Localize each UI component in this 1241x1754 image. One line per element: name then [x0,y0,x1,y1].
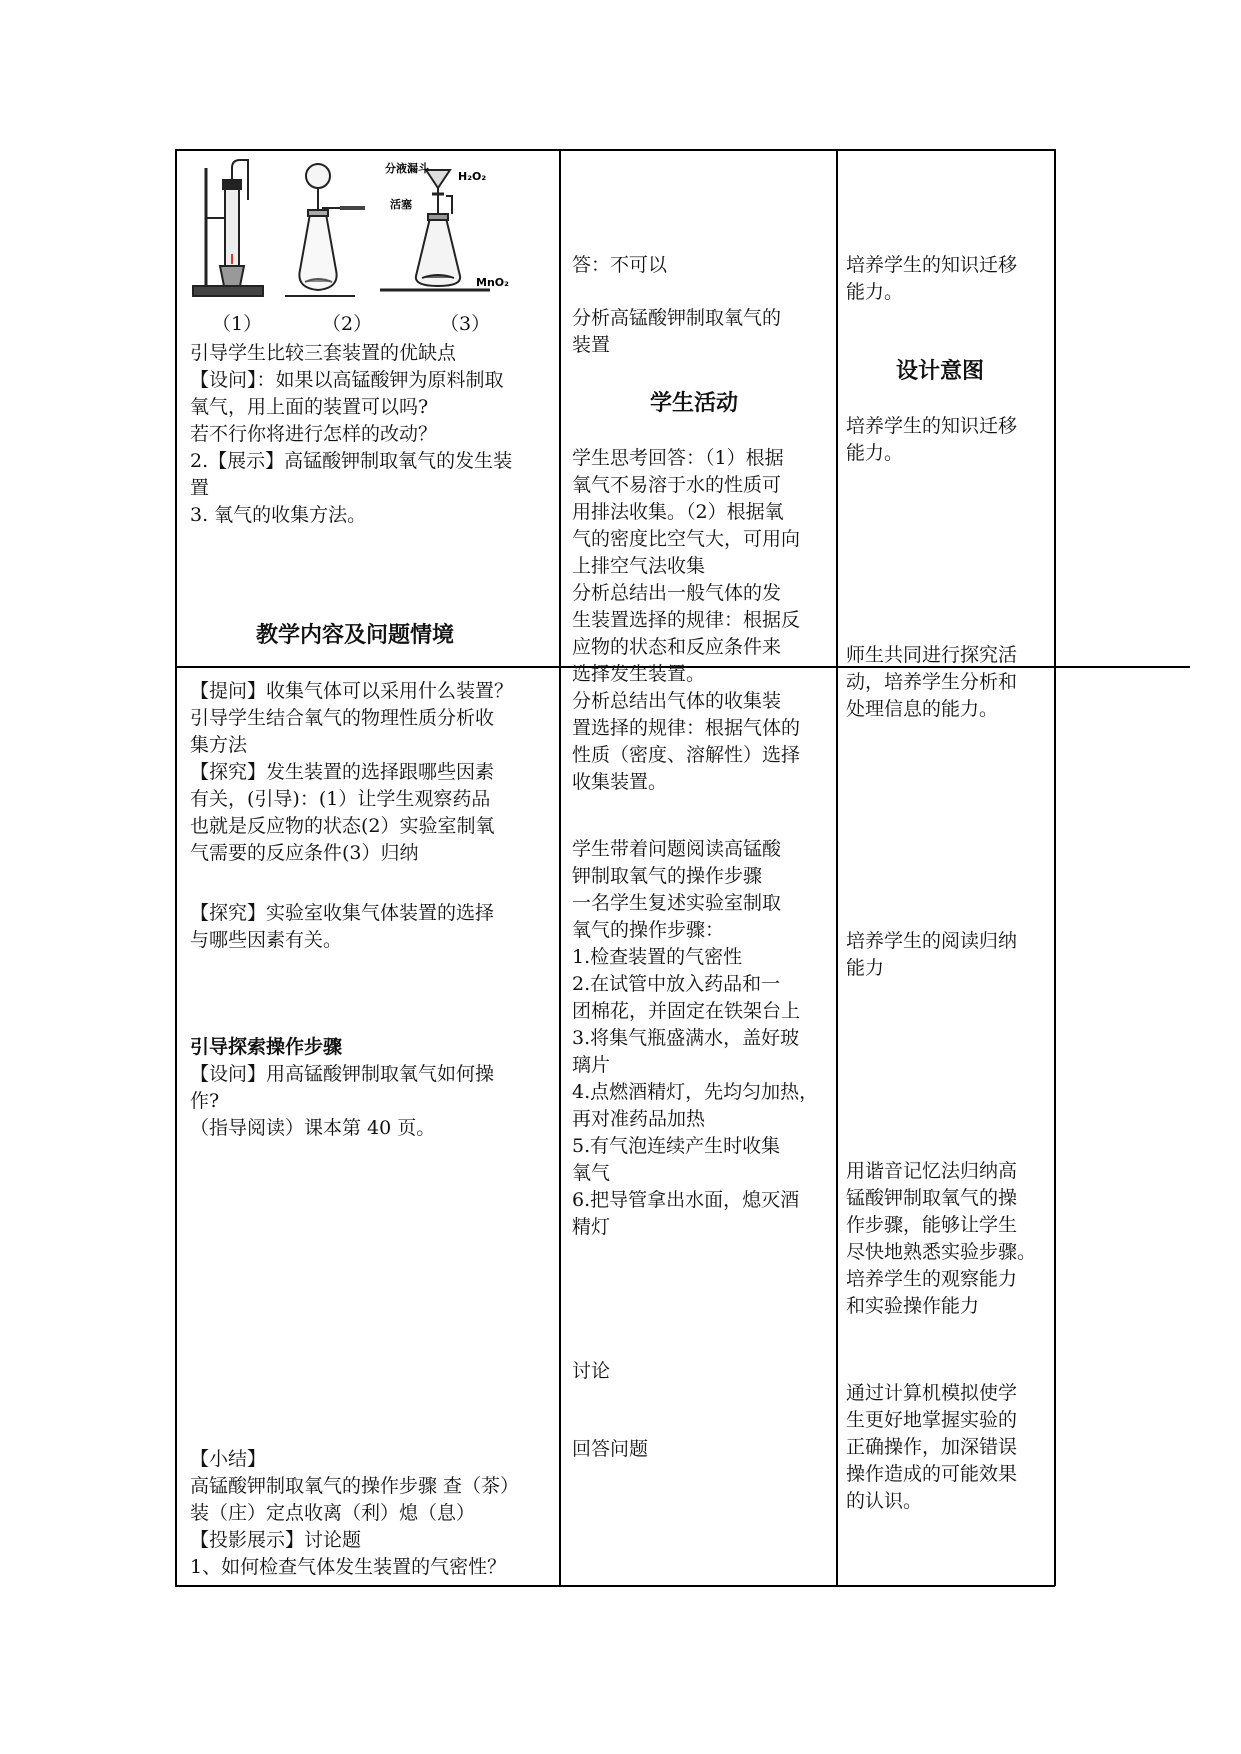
text-line: 气的密度比空气大，可用向 [572,528,801,550]
text-line: 置选择的规律：根据气体的 [572,717,801,739]
text-line: 2.【展示】高锰酸钾制取氧气的发生装 [190,450,513,472]
text-line: 高锰酸钾制取氧气的操作步骤 查（茶） [190,1475,520,1497]
apparatus-3-separatory-funnel [380,170,490,290]
table-right-border [1054,149,1056,1586]
label-h2o2: H₂O₂ [458,170,487,183]
text-line: 【设问】用高锰酸钾制取氧气如何操 [190,1063,495,1085]
apparatus-figure [190,158,535,308]
text-line: 处理信息的能力。 [846,698,999,720]
text-line: 正确操作，加深错误 [846,1436,1018,1458]
text-line: 也就是反应物的状态(2）实验室制氧 [190,815,495,837]
text-line: 集方法 [190,734,248,756]
text-line: 能力。 [846,442,904,464]
col3-block-1 [846,252,1017,306]
text-line: 生更好地掌握实验的 [846,1409,1018,1431]
text-line: 尽快地熟悉实验步骤。 [846,1241,1037,1263]
text-line: 用谐音记忆法归纳高 [846,1160,1018,1182]
col1-guide-title: 引导探索操作步骤 [190,1036,343,1058]
text-line: 学生带着问题阅读高锰酸 [572,838,782,860]
col2-analyze [572,305,781,359]
col1-block-explore [190,900,494,954]
col3-block-3 [846,642,1017,723]
text-line: 和实验操作能力 [846,1295,980,1317]
text-line: 培养学生的知识迁移 [846,254,1018,276]
figure-label-3: （3） [440,313,491,335]
text-line: 培养学生的观察能力 [846,1268,1018,1290]
text-line: 再对准药品加热 [572,1108,706,1130]
text-line: 【设问】：如果以高锰酸钾为原料制取 [190,369,504,391]
text-line: 3.将集气瓶盛满水，盖好玻 [572,1027,800,1049]
text-line: 上排空气法收集 [572,555,706,577]
text-line: 能力 [846,957,885,979]
text-line: 应物的状态和反应条件来 [572,636,782,658]
text-line: 2.在试管中放入药品和一 [572,973,781,995]
text-line: 1.检查装置的气密性 [572,946,743,968]
col1-block-question [190,678,513,867]
text-line: （指导阅读）课本第 40 页。 [190,1117,436,1139]
apparatus-2-flask [285,164,365,296]
text-line: 【提问】收集气体可以采用什么装置？ [190,680,514,702]
text-line: 氧气，用上面的装置可以吗? [190,396,429,418]
heading-teaching-content: 教学内容及问题情境 [256,623,455,648]
text-line: 作步骤，能够让学生 [846,1214,1018,1236]
text-line: 学生思考回答：（1）根据 [572,447,784,469]
text-line: 精灯 [572,1216,611,1238]
text-line: 锰酸钾制取氧气的操 [846,1187,1018,1209]
col3-block-2 [846,413,1017,467]
text-line: 引导学生比较三套装置的优缺点 [190,342,457,364]
text-line: 【探究】实验室收集气体装置的选择 [190,902,495,924]
heading-student-activity: 学生活动 [650,391,739,416]
figure-label-1: （1） [212,313,263,335]
text-line: 分析总结出一般气体的发 [572,582,782,604]
label-valve: 活塞 [390,198,412,211]
text-line: 3. 氧气的收集方法。 [190,504,367,526]
text-line: 培养学生的知识迁移 [846,415,1018,437]
col3-block-4 [846,928,1017,982]
col3-block-6 [846,1380,1017,1515]
text-line: 操作造成的可能效果 [846,1463,1018,1485]
text-line: 培养学生的阅读归纳 [846,930,1018,952]
col3-block-5 [846,1158,1036,1320]
col2-answer: 答：不可以 [572,254,668,276]
figure-label-2: （2） [322,313,373,335]
text-line: 1、如何检查气体发生装置的气密性？ [190,1556,507,1578]
text-line: 5.有气泡连续产生时收集 [572,1135,781,1157]
text-line: 用排法收集。（2）根据氧 [572,501,784,523]
text-line: 师生共同进行探究活 [846,644,1018,666]
text-line: 【小结】 [190,1448,267,1470]
text-line: 6.把导管拿出水面，熄灭酒 [572,1189,800,1211]
table-bottom-border [175,1585,1055,1587]
label-mno2: MnO₂ [476,276,509,289]
text-line: 分析高锰酸钾制取氧气的 [572,307,782,329]
column-divider-1 [559,149,561,1586]
col2-block-steps [572,836,818,1241]
text-line: 【投影展示】讨论题 [190,1529,362,1551]
text-line: 的认识。 [846,1490,923,1512]
label-funnel: 分液漏斗 [385,162,429,175]
text-line: 选择发生装置。 [572,663,706,685]
text-line: 分析总结出气体的收集装 [572,690,782,712]
text-line: 置 [190,477,210,499]
col2-block-main [572,445,800,796]
text-line: 生装置选择的规律：根据反 [572,609,801,631]
text-line: 通过计算机模拟使学 [846,1382,1018,1404]
text-line: 性质（密度、溶解性）选择 [572,744,801,766]
apparatus-1-stand [193,160,263,296]
text-line: 与哪些因素有关。 [190,929,343,951]
text-line: 【探究】发生装置的选择跟哪些因素 [190,761,495,783]
text-line: 能力。 [846,281,904,303]
column-divider-2 [836,149,838,1586]
col2-discuss: 讨论 [572,1360,611,1382]
text-line: 作? [190,1090,220,1112]
text-line: 引导学生结合氧气的物理性质分析收 [190,707,495,729]
text-line: 气需要的反应条件(3）归纳 [190,842,419,864]
text-line: 一名学生复述实验室制取 [572,892,782,914]
col1-block-summary [190,1446,519,1581]
text-line: 4.点燃酒精灯，先均匀加热， [572,1081,819,1103]
text-line: 装（庄）定点收离（利）熄（息） [190,1502,476,1524]
text-line: 动，培养学生分析和 [846,671,1018,693]
text-line: 氧气不易溶于水的性质可 [572,474,782,496]
col1-block-compare [190,340,512,529]
table-left-border [175,149,177,1586]
col1-block-operation [190,1061,494,1142]
text-line: 收集装置。 [572,771,668,793]
text-line: 装置 [572,334,611,356]
text-line: 璃片 [572,1054,611,1076]
heading-design-intent: 设计意图 [896,359,985,384]
text-line: 有关，(引导)：(1）让学生观察药品 [190,788,491,810]
col2-reply: 回答问题 [572,1438,649,1460]
table-top-border [175,149,1055,151]
text-line: 钾制取氧气的操作步骤 [572,865,763,887]
text-line: 团棉花，并固定在铁架台上 [572,1000,801,1022]
text-line: 氧气 [572,1162,611,1184]
text-line: 氧气的操作步骤： [572,919,725,941]
text-line: 若不行你将进行怎样的改动？ [190,423,438,445]
